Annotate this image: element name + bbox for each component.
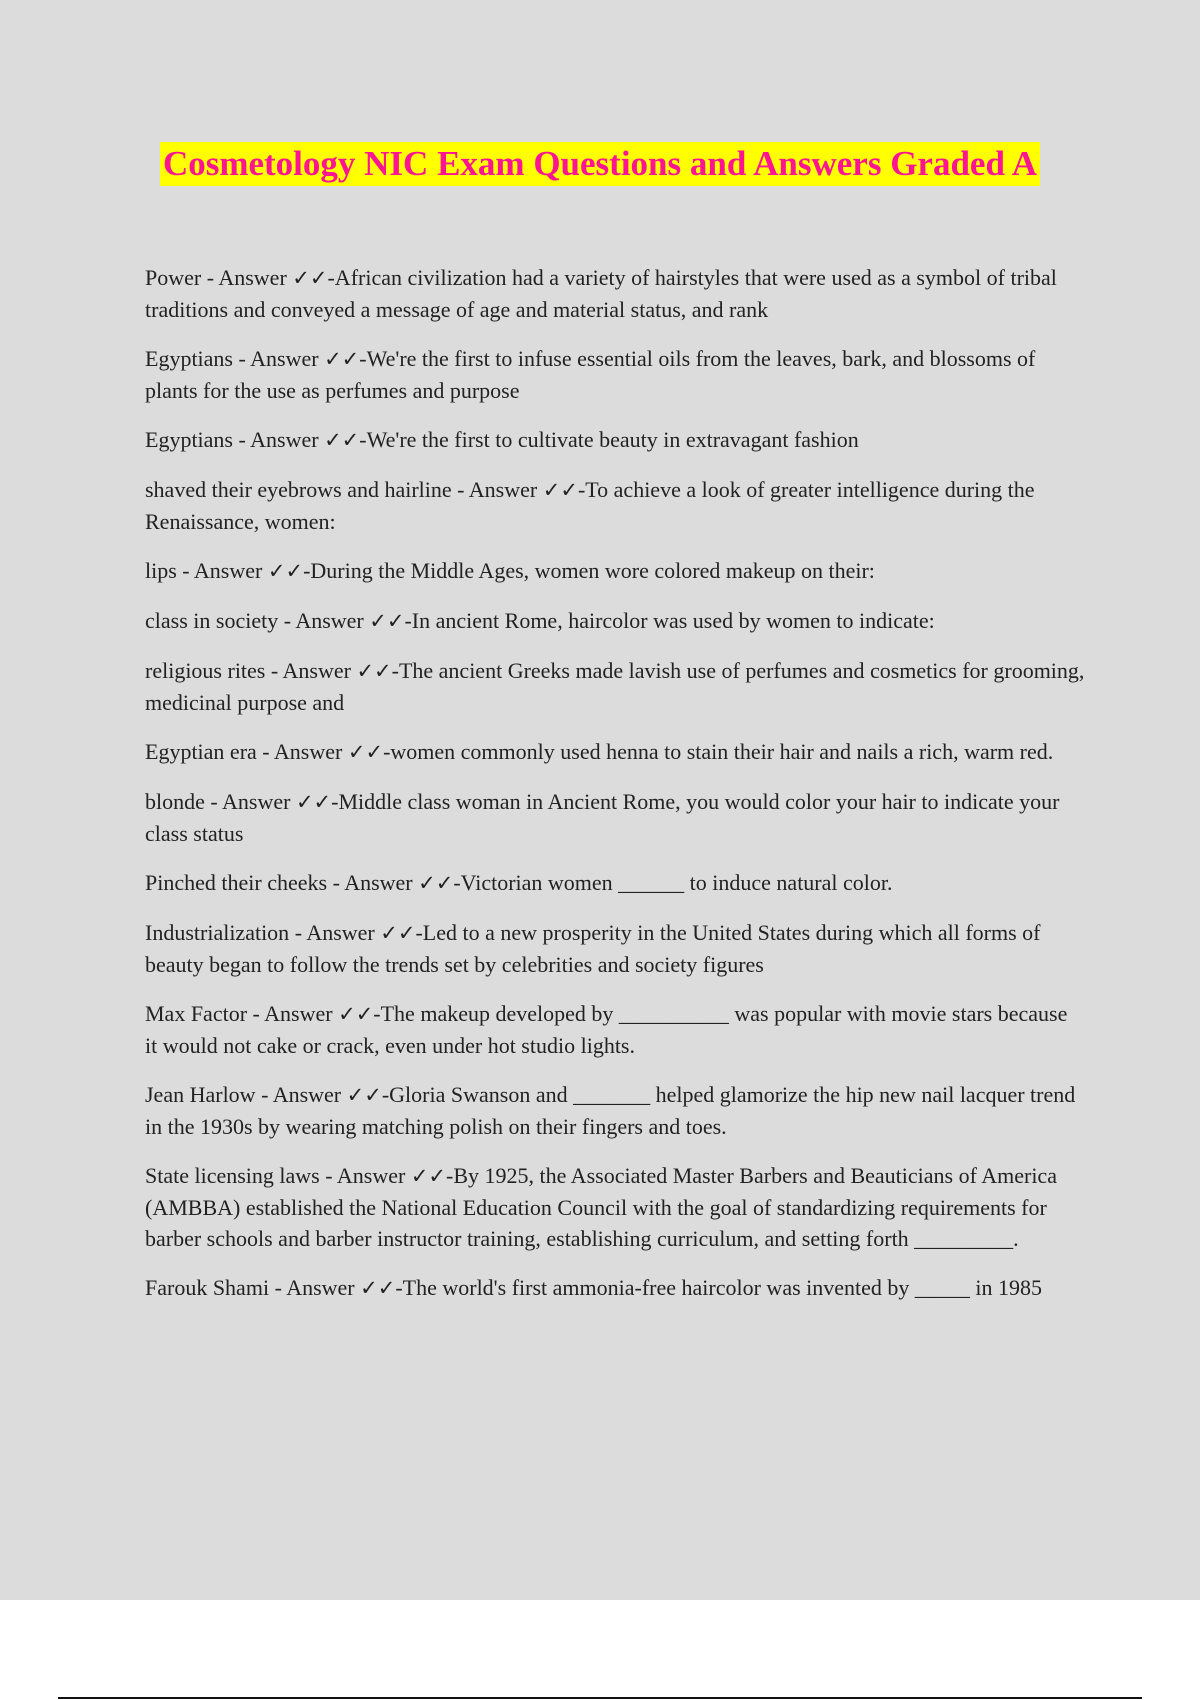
double-checkmark-icon: ✓✓ [295, 790, 332, 814]
answer-term: Power [145, 265, 202, 290]
double-checkmark-icon: ✓✓ [338, 1002, 374, 1026]
answer-term: religious rites [145, 658, 266, 683]
answer-term: shaved their eyebrows and hairline [145, 477, 452, 502]
separator: - [201, 265, 219, 290]
question-text: -Led to a new prosperity in the United States during which all forms of beauty began to follow the trends set by celebrities and society figures [145, 920, 1041, 977]
answer-term: Egyptians [145, 346, 233, 371]
question-text: -Victorian women ______ to induce natural color. [453, 870, 893, 895]
answer-term: Egyptian era [145, 739, 257, 764]
qa-item [145, 474, 1085, 537]
answer-term: Egyptians [145, 427, 233, 452]
qa-item [145, 343, 1085, 406]
qa-item [145, 1272, 1085, 1304]
answer-label: Answer [250, 427, 319, 452]
qa-item [145, 262, 1085, 325]
question-text: -We're the first to cultivate beauty in extravagant fashion [359, 427, 859, 452]
answer-term: Farouk Shami [145, 1275, 270, 1300]
double-checkmark-icon: ✓✓ [380, 921, 416, 945]
question-text: -During the Middle Ages, women wore colored makeup on their: [303, 558, 875, 583]
separator: - [265, 658, 283, 683]
question-text: -Middle class woman in Ancient Rome, you would color your hair to indicate your class status [145, 789, 1060, 846]
qa-list [145, 262, 1085, 1322]
separator: - [233, 427, 251, 452]
question-text: -The makeup developed by __________ was popular with movie stars because it would not cake or crack, even under hot studio lights. [145, 1001, 1068, 1058]
qa-item [145, 786, 1085, 849]
separator: - [319, 1163, 337, 1188]
double-checkmark-icon: ✓✓ [347, 740, 384, 764]
double-checkmark-icon: ✓✓ [542, 478, 578, 502]
question-text: -We're the first to infuse essential oils from the leaves, bark, and blossoms of plants for the use as perfumes and purpose [145, 346, 1036, 403]
question-text: -The world's first ammonia-free haircolor was invented by _____ in 1985 [395, 1275, 1043, 1300]
question-text: -African civilization had a variety of hairstyles that were used as a symbol of tribal traditions and conveyed a message of age and material status, and rank [145, 265, 1057, 322]
title-wrap [0, 142, 1200, 186]
separator: - [289, 920, 307, 945]
answer-label: Answer [286, 1275, 355, 1300]
separator: - [176, 558, 194, 583]
answer-term: class in society [145, 608, 279, 633]
answer-term: Jean Harlow [145, 1082, 256, 1107]
double-checkmark-icon: ✓✓ [324, 347, 360, 371]
separator: - [269, 1275, 287, 1300]
double-checkmark-icon: ✓✓ [418, 871, 454, 895]
qa-item [145, 1160, 1085, 1254]
answer-label: Answer [306, 920, 375, 945]
answer-label: Answer [250, 346, 319, 371]
answer-term: lips [145, 558, 177, 583]
answer-label: Answer [344, 870, 413, 895]
answer-label: Answer [222, 789, 291, 814]
separator: - [233, 346, 251, 371]
qa-item [145, 867, 1085, 899]
separator: - [327, 870, 345, 895]
question-text: -The ancient Greeks made lavish use of perfumes and cosmetics for grooming, medicinal purpose and [145, 658, 1085, 715]
answer-term: Industrialization [145, 920, 290, 945]
qa-item [145, 998, 1085, 1061]
answer-label: Answer [295, 608, 364, 633]
separator: - [204, 789, 223, 814]
answer-label: Answer [264, 1001, 333, 1026]
double-checkmark-icon: ✓✓ [356, 659, 392, 683]
answer-term: Pinched their cheeks [145, 870, 328, 895]
qa-item [145, 736, 1085, 768]
answer-label: Answer [218, 265, 287, 290]
answer-label: Answer [272, 1082, 342, 1107]
double-checkmark-icon: ✓✓ [324, 428, 360, 452]
double-checkmark-icon: ✓✓ [267, 559, 304, 583]
double-checkmark-icon: ✓✓ [369, 609, 405, 633]
qa-item [145, 424, 1085, 456]
separator: - [247, 1001, 265, 1026]
qa-item [145, 1079, 1085, 1142]
question-text: -Gloria Swanson and _______ helped glamorize the hip new nail lacquer trend in the 1930s by wearing matching polish on their fingers and toes. [145, 1082, 1076, 1139]
double-checkmark-icon: ✓✓ [346, 1083, 382, 1107]
separator: - [255, 1082, 273, 1107]
question-text: -In ancient Rome, haircolor was used by women to indicate: [404, 608, 935, 633]
answer-term: blonde [145, 789, 205, 814]
answer-label: Answer [468, 477, 538, 502]
qa-item [145, 917, 1085, 980]
double-checkmark-icon: ✓✓ [410, 1164, 447, 1188]
qa-item [145, 555, 1085, 587]
separator: - [278, 608, 296, 633]
answer-term: State licensing laws [145, 1163, 320, 1188]
footer-rule [58, 1697, 1142, 1699]
qa-item [145, 605, 1085, 637]
double-checkmark-icon: ✓✓ [292, 266, 328, 290]
double-checkmark-icon: ✓✓ [360, 1276, 396, 1300]
qa-item [145, 655, 1085, 718]
question-text: -By 1925, the Associated Master Barbers and Beauticians of America (AMBBA) established the National Education Council with the goal of standardizing requirements for barber schools and barber instructor training, establishing curriculum, and setting forth _________. [145, 1163, 1057, 1251]
document-title: Cosmetology NIC Exam Questions and Answers Graded A [160, 142, 1040, 186]
question-text: -To achieve a look of greater intelligence during the Renaissance, women: [145, 477, 1035, 534]
separator: - [256, 739, 274, 764]
answer-label: Answer [193, 558, 263, 583]
separator: - [451, 477, 469, 502]
answer-term: Max Factor [145, 1001, 248, 1026]
question-text: -women commonly used henna to stain their hair and nails a rich, warm red. [383, 739, 1054, 764]
answer-label: Answer [273, 739, 343, 764]
answer-label: Answer [282, 658, 351, 683]
answer-label: Answer [336, 1163, 406, 1188]
